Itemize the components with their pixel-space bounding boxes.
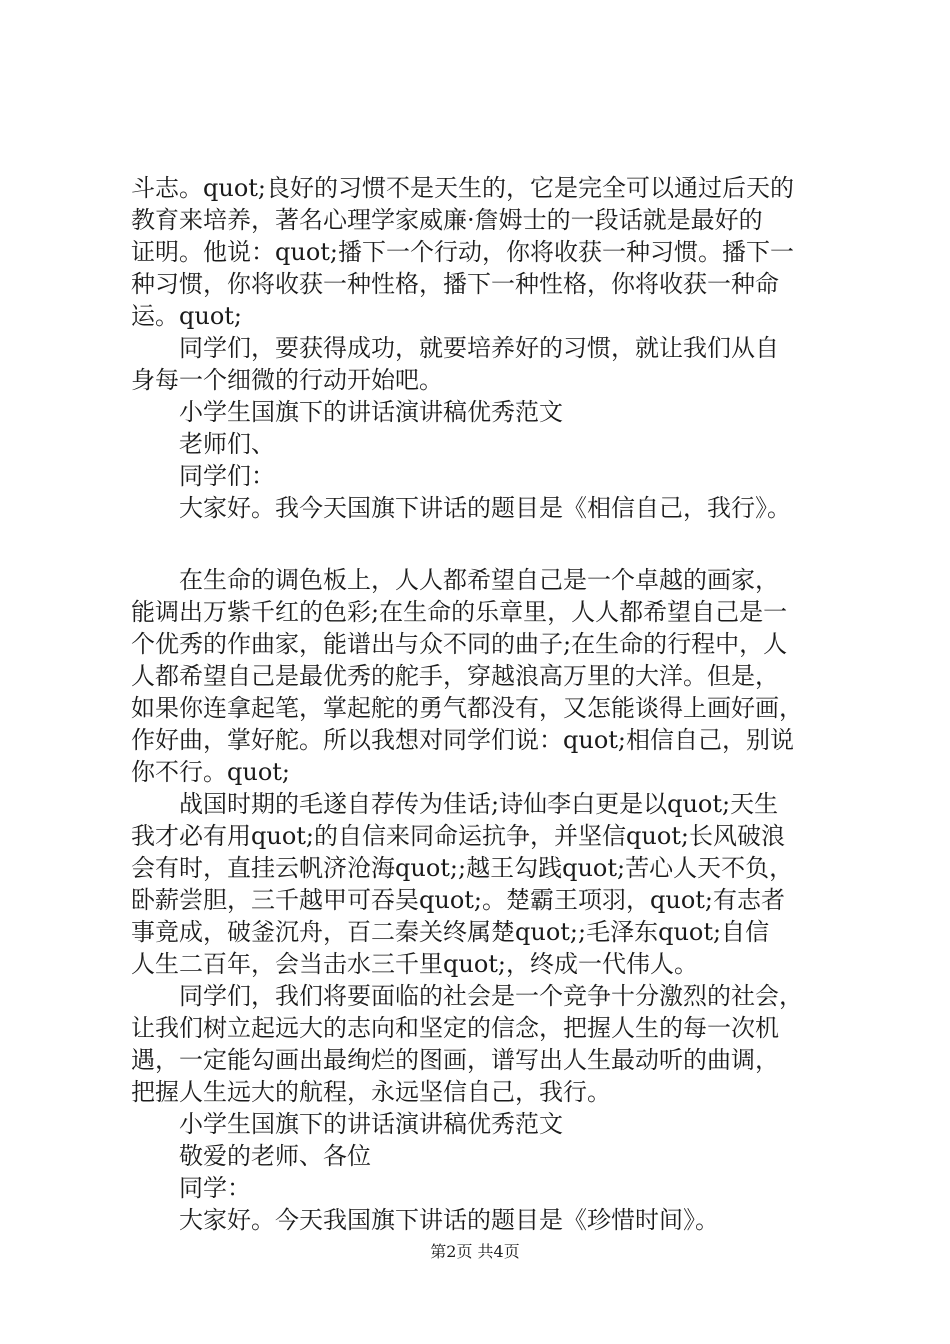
text-line: 教育来培养，著名心理学家威廉·詹姆士的一段话就是最好的 [131, 206, 763, 234]
page-number: 第2页 共4页 [430, 1242, 520, 1261]
text-line: 斗志。quot;良好的习惯不是天生的，它是完全可以通过后天的 [131, 174, 794, 202]
page-footer [0, 1242, 950, 1262]
text-line: 作好曲，掌好舵。所以我想对同学们说：quot;相信自己，别说 [131, 726, 794, 754]
body-text [131, 172, 851, 1236]
salutation-line: 老师们、 [179, 430, 275, 458]
text-line: 人生二百年，会当击水三千里quot;，终成一代伟人。 [131, 950, 698, 978]
text-line: 我才必有用quot;的自信来同命运抗争，并坚信quot;长风破浪 [131, 822, 785, 850]
text-line: 事竟成，破釜沉舟，百二秦关终属楚quot;;毛泽东quot;自信 [131, 918, 770, 946]
text-line: 卧薪尝胆，三千越甲可吞吴quot;。楚霸王项羽，quot;有志者 [131, 886, 785, 914]
salutation-line: 敬爱的老师、各位 [179, 1142, 371, 1170]
text-line: 种习惯，你将收获一种性格，播下一种性格，你将收获一种命 [131, 270, 779, 298]
text-line: 会有时，直挂云帆济沧海quot;;越王勾践quot;苦心人天不负， [131, 854, 794, 882]
salutation-line: 同学们： [179, 462, 275, 490]
text-line: 证明。他说：quot;播下一个行动，你将收获一种习惯。播下一 [131, 238, 794, 266]
text-line: 身每一个细微的行动开始吧。 [131, 366, 443, 394]
text-line: 人都希望自己是最优秀的舵手，穿越浪高万里的大洋。但是， [131, 662, 779, 690]
text-line: 大家好。我今天国旗下讲话的题目是《相信自己，我行》。 [179, 494, 791, 522]
salutation-line: 同学： [179, 1174, 251, 1202]
text-line: 让我们树立起远大的志向和坚定的信念，把握人生的每一次机 [131, 1014, 779, 1042]
text-line: 遇，一定能勾画出最绚烂的图画，谱写出人生最动听的曲调， [131, 1046, 779, 1074]
text-line: 同学们，我们将要面临的社会是一个竞争十分激烈的社会， [179, 982, 803, 1010]
text-line: 如果你连拿起笔，掌起舵的勇气都没有，又怎能谈得上画好画， [131, 694, 803, 722]
section-title: 小学生国旗下的讲话演讲稿优秀范文 [179, 1110, 563, 1138]
text-line: 把握人生远大的航程，永远坚信自己，我行。 [131, 1078, 611, 1106]
text-line: 个优秀的作曲家，能谱出与众不同的曲子;在生命的行程中，人 [131, 630, 788, 658]
text-line: 运。quot; [131, 302, 242, 330]
text-line: 大家好。今天我国旗下讲话的题目是《珍惜时间》。 [179, 1206, 719, 1234]
text-line: 同学们，要获得成功，就要培养好的习惯，就让我们从自 [179, 334, 779, 362]
text-line: 你不行。quot; [131, 758, 290, 786]
text-line: 战国时期的毛遂自荐传为佳话;诗仙李白更是以quot;天生 [179, 790, 779, 818]
text-line: 能调出万紫千红的色彩;在生命的乐章里，人人都希望自己是一 [131, 598, 788, 626]
paragraph-gap [131, 524, 851, 564]
section-title: 小学生国旗下的讲话演讲稿优秀范文 [179, 398, 563, 426]
text-line: 在生命的调色板上，人人都希望自己是一个卓越的画家， [179, 566, 779, 594]
